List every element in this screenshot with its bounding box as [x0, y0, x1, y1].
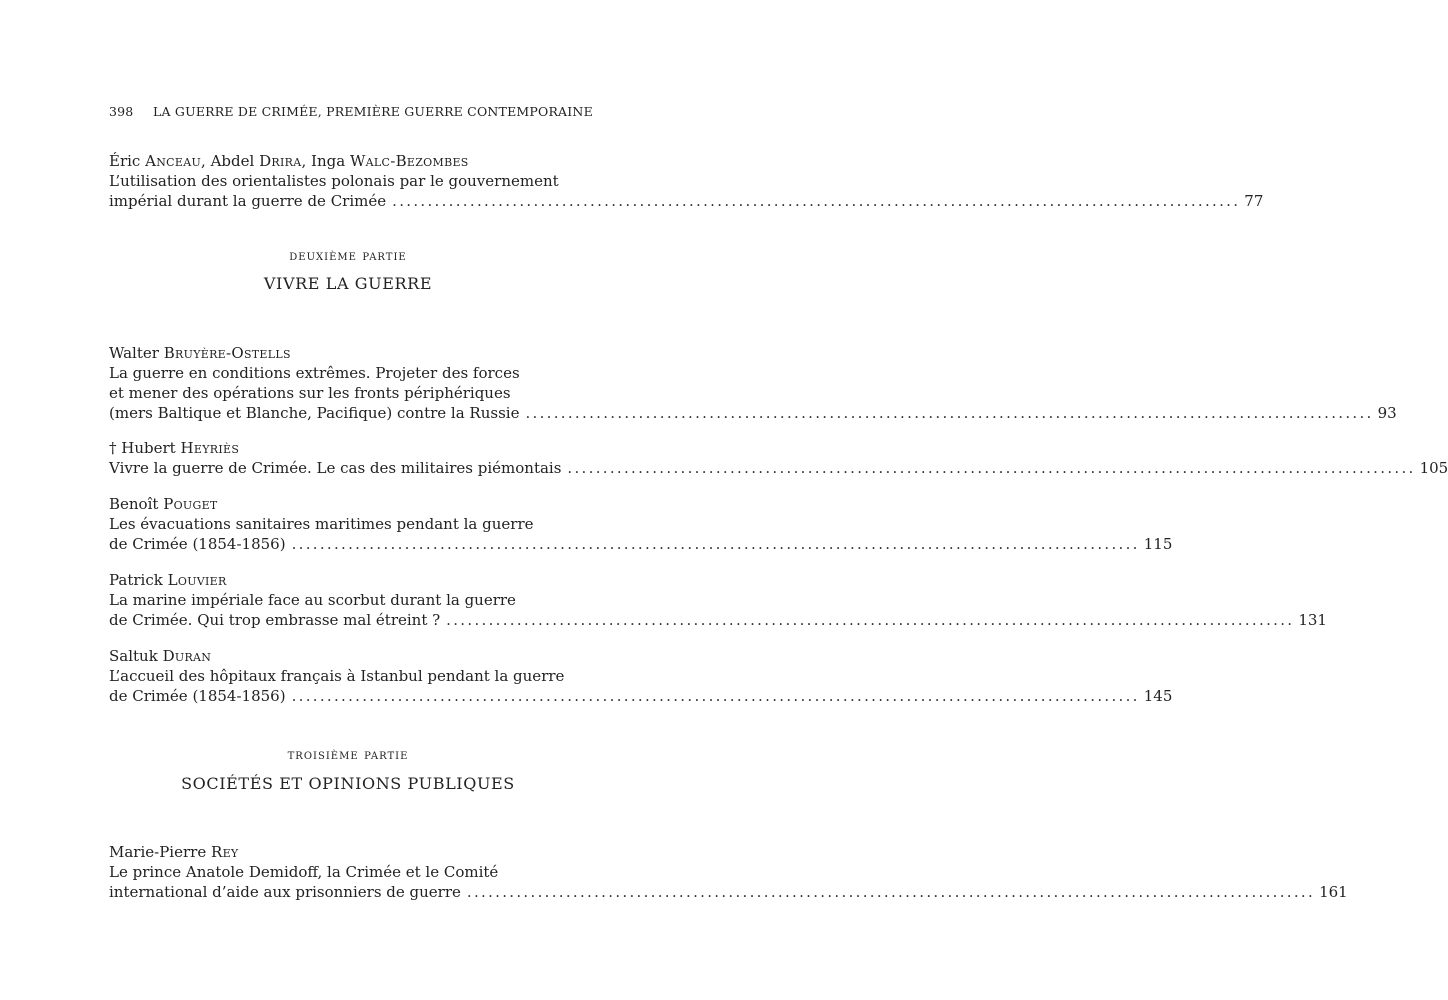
entry-author: Marie-Pierre Rey: [109, 843, 239, 861]
toc-entry: [109, 842, 1348, 902]
part-label: troisième partie: [287, 747, 409, 763]
entry-title-line: L’utilisation des orientalistes polonais par le gouvernement: [109, 172, 559, 190]
entry-author: Benoît Pouget: [109, 495, 218, 513]
leader-dots: ........................................................................................................................: [446, 611, 1295, 629]
running-title: LA GUERRE DE CRIMÉE, PREMIÈRE GUERRE CONTEMPORAINE: [153, 104, 593, 119]
entry-page-number: 131: [1298, 611, 1327, 629]
entry-title-last-line: de Crimée. Qui trop embrasse mal étreint ? ........................................................................................................................ 131: [109, 611, 1327, 629]
entry-page-number: 115: [1143, 535, 1173, 553]
entry-title-line: Les évacuations sanitaires maritimes pendant la guerre: [109, 515, 534, 533]
leader-dots: ........................................................................................................................: [525, 404, 1374, 422]
entry-author: Patrick Louvier: [109, 571, 227, 589]
entry-page-number: 93: [1377, 404, 1397, 422]
part-label: deuxième partie: [289, 248, 407, 264]
toc-entry: [109, 494, 1173, 554]
entry-page-number: 105: [1419, 459, 1448, 477]
toc-entry: [109, 438, 1448, 478]
entry-title-line: Le prince Anatole Demidoff, la Crimée et le Comité: [109, 863, 499, 881]
entry-title-last-line: de Crimée (1854-1856) ........................................................................................................................ 145: [109, 687, 1173, 705]
toc-entry: [109, 151, 1264, 211]
entry-page-number: 77: [1244, 192, 1264, 210]
leader-dots: ........................................................................................................................: [466, 883, 1316, 901]
entry-title-last-line: impérial durant la guerre de Crimée ........................................................................................................................ 77: [109, 192, 1264, 210]
leader-dots: ........................................................................................................................: [392, 192, 1241, 210]
part-title: VIVRE LA GUERRE: [263, 274, 433, 293]
leader-dots: ........................................................................................................................: [567, 459, 1416, 477]
entry-title-last-line: international d’aide aux prisonniers de guerre ........................................................................................................................ 161: [109, 883, 1348, 901]
page-number: 398: [109, 104, 134, 119]
entry-author: Saltuk Duran: [109, 647, 212, 665]
toc-entry: [109, 343, 1397, 423]
entry-page-number: 145: [1143, 687, 1173, 705]
entry-page-number: 161: [1319, 883, 1348, 901]
entry-author: Walter Bruyère-Ostells: [109, 344, 291, 362]
entry-title-line: L’accueil des hôpitaux français à Istanbul pendant la guerre: [109, 667, 565, 685]
entry-authors: Éric Anceau, Abdel Drira, Inga Walc-Bezombes: [109, 152, 469, 170]
toc-entry: [109, 570, 1327, 630]
entry-title-line: La marine impériale face au scorbut durant la guerre: [109, 591, 516, 609]
leader-dots: ........................................................................................................................: [291, 687, 1140, 705]
leader-dots: ........................................................................................................................: [291, 535, 1140, 553]
entry-title-last-line: de Crimée (1854-1856) ........................................................................................................................ 115: [109, 535, 1173, 553]
entry-author: † Hubert Heyriès: [109, 439, 240, 457]
running-head: [109, 104, 593, 119]
entry-title-line: et mener des opérations sur les fronts périphériques: [109, 384, 511, 402]
entry-title-last-line: Vivre la guerre de Crimée. Le cas des militaires piémontais ........................................................................................................................ 105: [109, 459, 1448, 477]
toc-entry: [109, 646, 1173, 706]
entry-title-last-line: (mers Baltique et Blanche, Pacifique) contre la Russie ........................................................................................................................ 93: [109, 404, 1397, 422]
part-title: SOCIÉTÉS ET OPINIONS PUBLIQUES: [181, 774, 515, 793]
entry-title-line: La guerre en conditions extrêmes. Projeter des forces: [109, 364, 520, 382]
